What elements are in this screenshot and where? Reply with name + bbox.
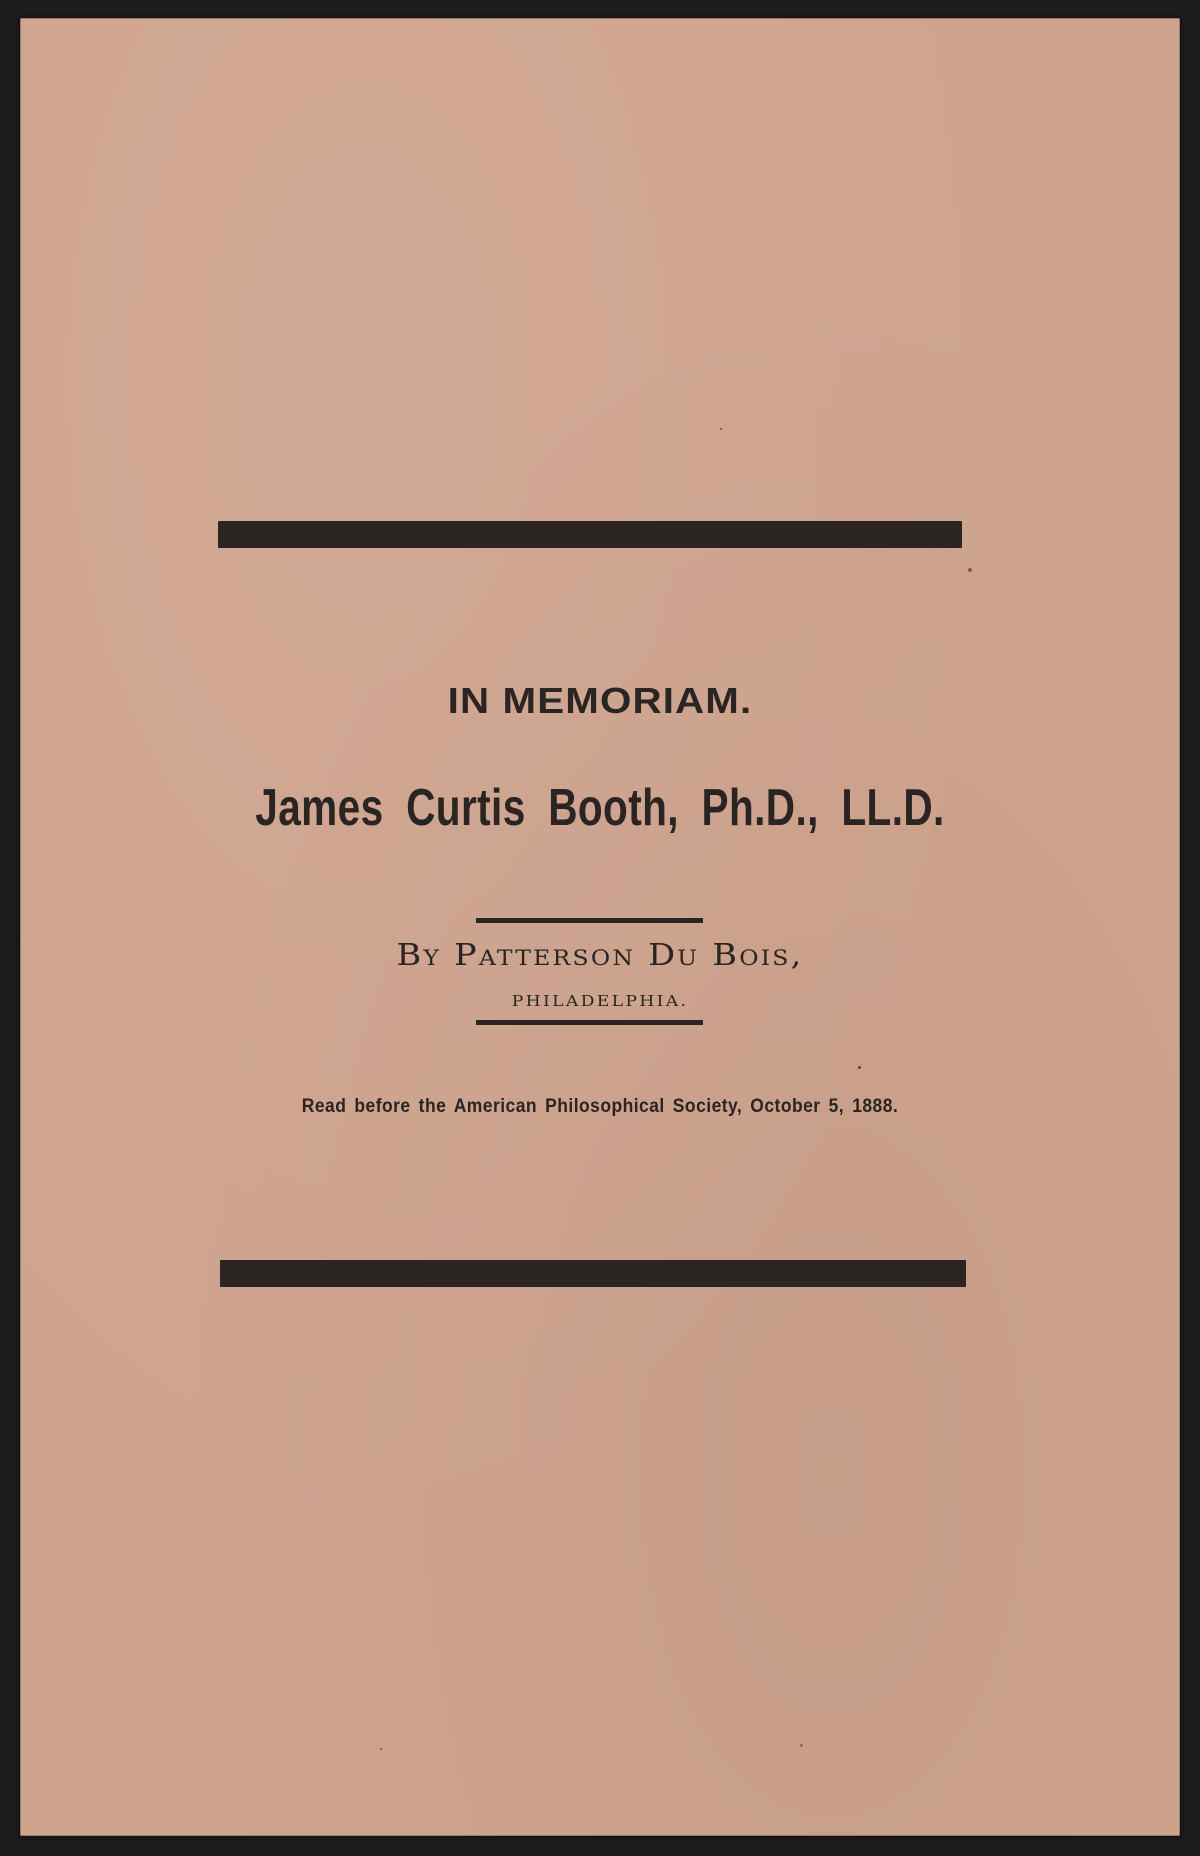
author-location: PHILADELPHIA. (511, 992, 689, 1010)
memoriam-heading: IN MEMORIAM. (447, 680, 753, 721)
pamphlet-cover (20, 18, 1180, 1836)
top-thick-rule (218, 521, 962, 548)
subject-name: James Curtis Booth, Ph.D., LL.D. (255, 779, 945, 837)
paper-speck (968, 568, 972, 572)
upper-thin-rule (476, 918, 703, 923)
paper-speck (380, 1748, 382, 1750)
lower-thin-rule (476, 1020, 703, 1025)
author-line: By Patterson Du Bois, (396, 938, 804, 973)
bottom-thick-rule (220, 1260, 966, 1287)
paper-speck (720, 428, 722, 430)
reading-note: Read before the American Philosophical Society, October 5, 1888. (301, 1096, 899, 1117)
paper-speck (800, 1744, 803, 1747)
paper-speck (858, 1066, 861, 1069)
